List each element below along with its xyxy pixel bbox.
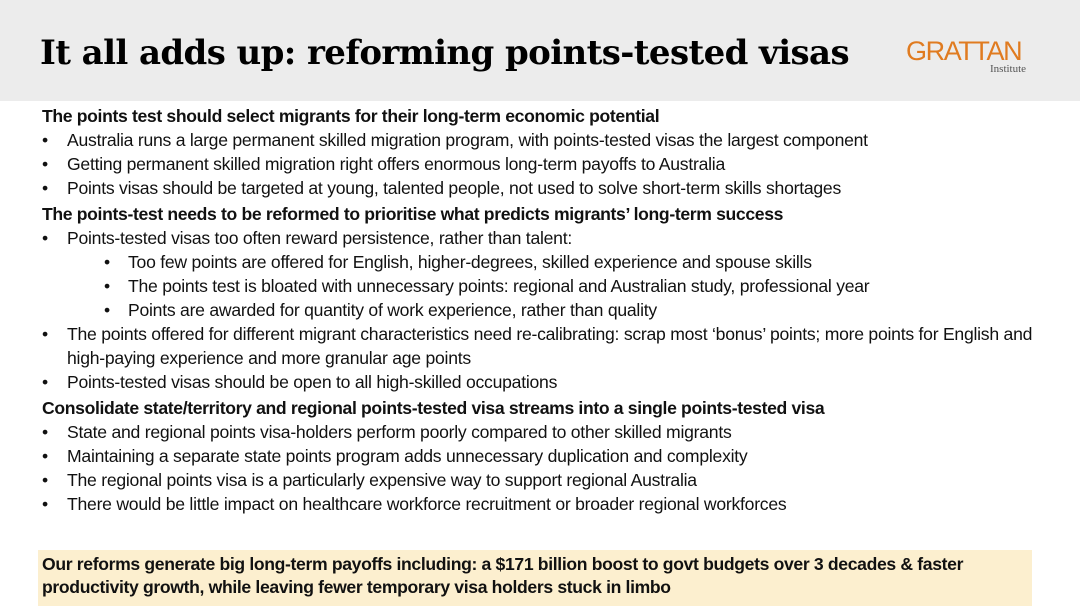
bullet-list [42,226,1072,394]
logo-subtitle: Institute [990,63,1027,75]
sub-bullet-item: • Points are awarded for quantity of work experience, rather than quality [104,298,1072,322]
bullet-item: • Points-tested visas should be open to all high-skilled occupations [42,370,1072,394]
bullet-list [42,128,1072,200]
slide-content [42,104,1072,516]
conclusion-callout [38,550,1032,606]
bullet-item: • The points offered for different migrant characteristics need re-calibrating: scrap most ‘bonus’ points; more points for English and high-paying experience and more granular age points [42,322,1072,370]
sub-bullet-item: • The points test is bloated with unnecessary points: regional and Australian study, professional year [104,274,1072,298]
bullet-item: • The regional points visa is a particularly expensive way to support regional Australia [42,468,1072,492]
bullet-item: • Maintaining a separate state points program adds unnecessary duplication and complexity [42,444,1072,468]
logo-wordmark: GRATTAN [906,36,1022,66]
bullet-item [42,226,1072,250]
callout-text: Our reforms generate big long-term payoffs including: a $171 billion boost to govt budgets over 3 decades & faster productivity growth, while leaving fewer temporary visa holders stuck in limbo [42,554,964,597]
bullet-item: • There would be little impact on healthcare workforce recruitment or broader regional workforces [42,492,1072,516]
section-heading: The points-test needs to be reformed to prioritise what predicts migrants’ long-term success [42,204,784,224]
section-heading: The points test should select migrants for their long-term economic potential [42,106,660,126]
header-bar [0,0,1080,101]
bullet-list [42,420,1072,516]
sub-bullet-item: • Too few points are offered for English, higher-degrees, skilled experience and spouse skills [104,250,1072,274]
grattan-logo [906,36,1046,78]
bullet-item: • Getting permanent skilled migration right offers enormous long-term payoffs to Australia [42,152,1072,176]
bullet-item: • State and regional points visa-holders perform poorly compared to other skilled migrants [42,420,1072,444]
section-reform-points-test [42,202,1072,394]
section-heading: Consolidate state/territory and regional points-tested visa streams into a single points-tested visa [42,398,825,418]
sub-bullet-list [42,250,1072,322]
bullet-text: Points-tested visas too often reward persistence, rather than talent: [67,228,572,248]
sub-bullet-group [42,250,1072,322]
bullet-item: • Australia runs a large permanent skilled migration program, with points-tested visas the largest component [42,128,1072,152]
bullet-item: • Points visas should be targeted at young, talented people, not used to solve short-term skills shortages [42,176,1072,200]
section-points-test-purpose [42,104,1072,200]
slide-title: It all adds up: reforming points-tested visas [40,33,850,73]
section-consolidate-streams [42,396,1072,516]
